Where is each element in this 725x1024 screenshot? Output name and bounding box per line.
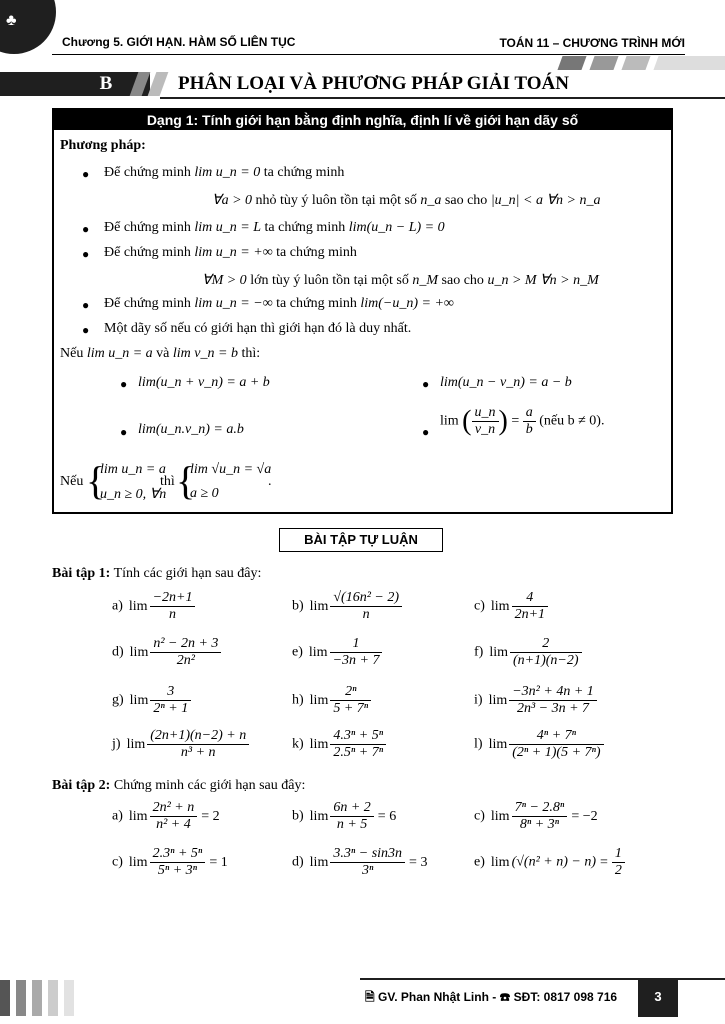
b1-line2-c: n_a xyxy=(420,193,442,208)
item-label: e) xyxy=(474,854,485,870)
ex2-text: Chứng minh các giới hạn sau đây: xyxy=(113,778,306,793)
item-label: a) xyxy=(112,598,123,614)
banner-rule xyxy=(160,97,725,99)
lim-word: lim xyxy=(128,808,148,824)
item-label: b) xyxy=(292,598,304,614)
lim-word: lim xyxy=(309,736,329,752)
footer-stripe xyxy=(64,980,74,1016)
b3-line2-e: u_n > M ∀n > n_M xyxy=(487,273,599,288)
item-label: c) xyxy=(474,598,485,614)
page-number: 3 xyxy=(638,979,678,1017)
lim-word: lim xyxy=(129,692,149,708)
lim-word: lim xyxy=(308,644,328,660)
exercise-item xyxy=(112,800,220,833)
result-fraction xyxy=(612,846,625,879)
bullet-icon: ● xyxy=(120,377,128,391)
phone-icon: ☎ xyxy=(499,990,511,1004)
fraction-denominator: 2n+1 xyxy=(514,607,546,622)
r4-a: a xyxy=(523,405,536,422)
fraction-numerator: 4 xyxy=(512,590,548,607)
item-result: = 1 xyxy=(209,854,228,870)
exercise-item xyxy=(474,684,597,717)
item-label: h) xyxy=(292,692,304,708)
item-result: = 3 xyxy=(409,854,428,870)
exercise-item xyxy=(292,590,402,623)
item-fraction xyxy=(512,800,568,833)
item-fraction xyxy=(150,800,198,833)
bullet-icon: ● xyxy=(422,425,430,439)
fraction-denominator: n xyxy=(362,607,370,622)
b1-line2-d: sao cho xyxy=(444,193,488,208)
item-result: = 2 xyxy=(201,808,220,824)
if2-res2-text: a ≥ 0 xyxy=(190,486,219,501)
brace-right: { xyxy=(176,458,196,503)
bullet-4 xyxy=(104,296,454,312)
b1-line2-b: nhỏ tùy ý luôn tồn tại một số xyxy=(255,193,417,208)
rule-diff xyxy=(440,375,572,391)
bullet-2 xyxy=(104,220,445,236)
rule-quot xyxy=(440,405,604,438)
r4-cond: (nếu b ≠ 0). xyxy=(539,413,605,429)
if-line-1 xyxy=(60,346,260,362)
item-label: c) xyxy=(474,808,485,824)
r2: lim(u_n − v_n) = a − b xyxy=(440,375,572,390)
if2-sys1-text: lim u_n = a xyxy=(100,462,166,477)
item-fraction xyxy=(147,728,249,761)
banner-stripe xyxy=(653,56,725,70)
fraction-denominator: 3ⁿ xyxy=(361,863,374,878)
item-fraction xyxy=(509,684,597,717)
bullet-icon: ● xyxy=(422,377,430,391)
b3-line2-d: sao cho xyxy=(441,273,484,288)
item-label: e) xyxy=(292,644,303,660)
b4-text: Để chứng minh xyxy=(104,296,191,311)
b2-text: Để chứng minh xyxy=(104,220,191,235)
b1-text: Để chứng minh xyxy=(104,165,191,180)
lim-word: lim xyxy=(488,736,508,752)
footer-author: GV. Phan Nhật Linh xyxy=(378,990,489,1004)
paren-open: ( xyxy=(462,405,472,437)
if1-a: Nếu xyxy=(60,346,84,361)
lim-word: lim xyxy=(488,692,508,708)
fraction-numerator: 2.3ⁿ + 5ⁿ xyxy=(150,846,206,863)
banner-stripe xyxy=(557,56,586,70)
bullet-icon: ● xyxy=(82,323,90,337)
item-fraction xyxy=(330,800,373,833)
lim-word: lim xyxy=(128,854,148,870)
paren-close: ) xyxy=(498,405,508,437)
bullet-icon: ● xyxy=(82,298,90,312)
item-fraction xyxy=(510,636,582,669)
if1-b: lim u_n = a xyxy=(86,346,153,361)
b3-line2-a: ∀M > 0 xyxy=(202,273,247,288)
r4-lim: lim xyxy=(440,413,459,429)
exercise-item xyxy=(474,636,582,669)
item-label: c) xyxy=(112,854,123,870)
fraction-numerator: 4ⁿ + 7ⁿ xyxy=(509,728,603,745)
r4-eq: = xyxy=(511,413,520,429)
footer-stripe xyxy=(32,980,42,1016)
item-fraction xyxy=(150,684,191,717)
exercise-item xyxy=(292,728,386,761)
result-numerator: 1 xyxy=(612,846,625,863)
item-fraction xyxy=(330,590,402,623)
b4-cond: lim u_n = −∞ xyxy=(194,296,273,311)
r4-b: b xyxy=(525,422,533,437)
ex1-text: Tính các giới hạn sau đây: xyxy=(113,566,262,581)
item-expr: (√(n² + n) − n) xyxy=(511,854,596,870)
fraction-denominator: (2ⁿ + 1)(5 + 7ⁿ) xyxy=(512,745,601,760)
exercise-item xyxy=(474,800,598,833)
if2-sys1 xyxy=(100,462,166,478)
item-fraction xyxy=(150,590,196,623)
b2-tail: ta chứng minh xyxy=(264,220,346,235)
bullet-icon: ● xyxy=(82,247,90,261)
footer-stripe xyxy=(16,980,26,1016)
fraction-denominator: (n+1)(n−2) xyxy=(513,653,579,668)
item-result: = 6 xyxy=(377,808,397,824)
lim-word: lim xyxy=(490,808,510,824)
lim-word: lim xyxy=(490,854,510,870)
bullet-icon: ● xyxy=(82,222,90,236)
b3-line2-c: n_M xyxy=(412,273,439,288)
brace-left: { xyxy=(86,458,106,503)
box-title: Dạng 1: Tính giới hạn bằng định nghĩa, định lí về giới hạn dãy số xyxy=(54,110,671,130)
lim-word: lim xyxy=(489,644,508,660)
lim-word: lim xyxy=(309,692,329,708)
banner-stripe xyxy=(148,72,169,96)
b3-text: Để chứng minh xyxy=(104,245,191,260)
fraction-numerator: (2n+1)(n−2) + n xyxy=(147,728,249,745)
bullet-5: Một dãy số nếu có giới hạn thì giới hạn đó là duy nhất. xyxy=(104,321,412,336)
logo-icon: ♣ xyxy=(6,12,17,29)
if2-sys2-text: u_n ≥ 0, ∀n xyxy=(100,487,167,502)
exercise-item xyxy=(112,846,228,879)
b1-line2-a: ∀a > 0 xyxy=(212,193,253,208)
fraction-denominator: n³ + n xyxy=(180,745,216,760)
b4-res: lim(−u_n) = +∞ xyxy=(360,296,454,311)
b2-res: lim(u_n − L) = 0 xyxy=(348,220,445,235)
fraction-denominator: 5 + 7ⁿ xyxy=(333,701,369,716)
footer-stripe xyxy=(48,980,58,1016)
banner-stripe xyxy=(621,56,650,70)
fraction-denominator: −3n + 7 xyxy=(332,653,380,668)
result-denominator: 2 xyxy=(614,863,622,878)
b1-tail: ta chứng minh xyxy=(263,165,345,180)
header-chapter: Chương 5. GIỚI HẠN. HÀM SỐ LIÊN TỤC xyxy=(62,35,296,49)
fraction-denominator: 2.5ⁿ + 7ⁿ xyxy=(333,745,384,760)
item-label: f) xyxy=(474,644,484,660)
item-label: g) xyxy=(112,692,124,708)
item-label: d) xyxy=(112,644,124,660)
lim-word: lim xyxy=(128,598,148,614)
fraction-denominator: n xyxy=(169,607,177,622)
exercise-item xyxy=(112,636,221,669)
if2-then: thì xyxy=(160,474,175,489)
b1-cond: lim u_n = 0 xyxy=(194,165,261,180)
b3-cond: lim u_n = +∞ xyxy=(194,245,273,260)
b4-tail: ta chứng minh xyxy=(276,296,357,311)
banner-bar xyxy=(0,72,150,96)
fraction-numerator: 7ⁿ − 2.8ⁿ xyxy=(512,800,568,817)
item-label: d) xyxy=(292,854,304,870)
fraction-denominator: 2n² xyxy=(176,653,195,668)
banner-letter: B xyxy=(99,73,113,94)
item-label: k) xyxy=(292,736,304,752)
if1-e: thì: xyxy=(241,346,261,361)
b2-cond: lim u_n = L xyxy=(194,220,262,235)
fraction-numerator: 2 xyxy=(510,636,582,653)
lim-word: lim xyxy=(309,854,329,870)
item-label: b) xyxy=(292,808,304,824)
fraction-numerator: √(16n² − 2) xyxy=(330,590,402,607)
bullet-3 xyxy=(104,245,357,261)
item-fraction xyxy=(150,846,206,879)
if2-res1 xyxy=(190,462,271,478)
exercise-item xyxy=(292,684,371,717)
exercise-item xyxy=(474,590,548,623)
rule-prod xyxy=(138,422,244,438)
banner-stripe xyxy=(589,56,618,70)
item-fraction xyxy=(509,728,603,761)
item-fraction xyxy=(330,846,405,879)
document-icon: 🗎 xyxy=(365,990,375,1004)
ex1-label: Bài tập 1: xyxy=(52,566,111,581)
fraction-numerator: 3 xyxy=(150,684,191,701)
fraction-numerator: 2n² + n xyxy=(150,800,198,817)
fraction-numerator: 2ⁿ xyxy=(330,684,371,701)
r1: lim(u_n + v_n) = a + b xyxy=(138,375,270,390)
bullet-1-line2 xyxy=(212,192,600,209)
fraction-denominator: n + 5 xyxy=(336,817,368,832)
lim-word: lim xyxy=(490,598,510,614)
fraction-numerator: 6n + 2 xyxy=(330,800,373,817)
lim-word: lim xyxy=(309,598,329,614)
exercise-item xyxy=(292,800,396,833)
fraction-numerator: −3n² + 4n + 1 xyxy=(509,684,597,701)
fraction-denominator: n² + 4 xyxy=(156,817,191,832)
item-fraction xyxy=(330,636,383,669)
if2-sys2 xyxy=(100,486,166,503)
exercise-item xyxy=(112,684,191,717)
fraction-denominator: 5ⁿ + 3ⁿ xyxy=(157,863,198,878)
if2-dot: . xyxy=(268,474,272,489)
ex2-heading xyxy=(52,778,305,794)
item-fraction xyxy=(512,590,548,623)
fraction-denominator: 8ⁿ + 3ⁿ xyxy=(519,817,560,832)
r4-frac-ab xyxy=(523,405,536,438)
fraction-denominator: 2n³ − 3n + 7 xyxy=(516,701,590,716)
r4-num: u_n xyxy=(472,405,499,422)
fraction-numerator: 1 xyxy=(330,636,383,653)
item-fraction xyxy=(330,728,386,761)
rule-sum xyxy=(138,375,270,391)
method-label: Phương pháp: xyxy=(60,138,146,153)
lim-word: lim xyxy=(129,644,149,660)
item-label: l) xyxy=(474,736,483,752)
b1-line2-e: |u_n| < a ∀n > n_a xyxy=(490,193,601,208)
bullet-icon: ● xyxy=(120,425,128,439)
if1-d: lim v_n = b xyxy=(172,346,238,361)
lim-word: lim xyxy=(309,808,329,824)
footer-phone: SĐT: 0817 098 716 xyxy=(513,990,618,1004)
footer-stripe xyxy=(0,980,10,1016)
bullet-3-line2 xyxy=(202,272,599,289)
b3-line2-b: lớn tùy ý luôn tồn tại một số xyxy=(250,273,409,288)
header-divider xyxy=(52,54,685,55)
item-fraction xyxy=(330,684,371,717)
exercise-item xyxy=(112,590,195,623)
fraction-denominator: 2ⁿ + 1 xyxy=(153,701,189,716)
if1-c: và xyxy=(156,346,170,361)
exercise-item xyxy=(292,636,382,669)
if-line-2-label: Nếu xyxy=(60,474,84,489)
footer-sep: - xyxy=(492,990,497,1004)
exercise-item xyxy=(112,728,249,761)
ex2-label: Bài tập 2: xyxy=(52,778,111,793)
r3: lim(u_n.v_n) = a.b xyxy=(138,422,244,437)
r4-den: v_n xyxy=(474,422,496,437)
if2-res2 xyxy=(190,486,219,502)
item-label: i) xyxy=(474,692,483,708)
fraction-numerator: 3.3ⁿ − sin3n xyxy=(330,846,405,863)
fraction-numerator: n² − 2n + 3 xyxy=(150,636,221,653)
fraction-numerator: −2n+1 xyxy=(150,590,196,607)
lim-word: lim xyxy=(126,736,146,752)
fraction-numerator: 4.3ⁿ + 5ⁿ xyxy=(330,728,386,745)
item-label: j) xyxy=(112,736,121,752)
r4-frac-uv xyxy=(472,405,499,438)
bullet-1 xyxy=(104,165,344,181)
ex1-heading xyxy=(52,566,261,582)
section-title: BÀI TẬP TỰ LUẬN xyxy=(279,528,443,552)
b3-tail: ta chứng minh xyxy=(276,245,357,260)
exercise-item xyxy=(292,846,427,879)
if2-res1-text: lim √u_n = √a xyxy=(190,462,272,477)
footer-contact xyxy=(365,988,617,1009)
exercise-item xyxy=(474,846,625,879)
item-result: = xyxy=(600,854,608,870)
header-course: TOÁN 11 – CHƯƠNG TRÌNH MỚI xyxy=(499,36,685,50)
item-label: a) xyxy=(112,808,123,824)
item-fraction xyxy=(150,636,221,669)
exercise-item xyxy=(474,728,604,761)
banner-title: PHÂN LOẠI VÀ PHƯƠNG PHÁP GIẢI TOÁN xyxy=(178,73,569,94)
bullet-icon: ● xyxy=(82,167,90,181)
item-result: = −2 xyxy=(571,808,598,824)
